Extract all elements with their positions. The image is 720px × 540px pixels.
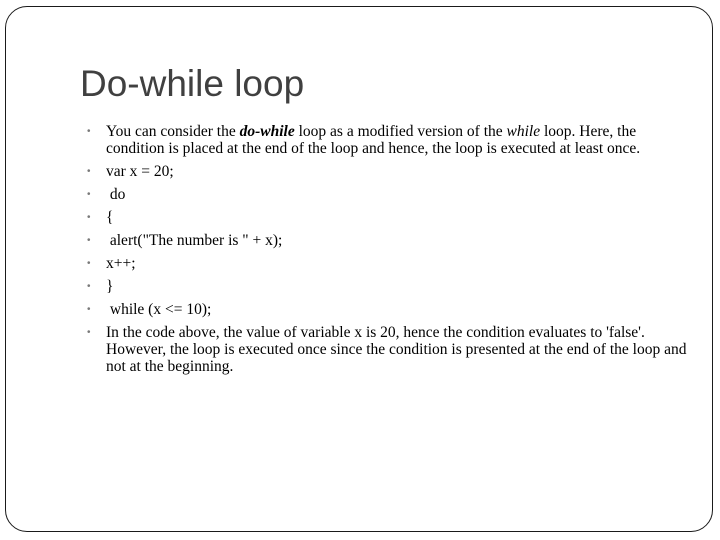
bullet-icon: •: [87, 189, 91, 200]
bullet-text: In the code above, the value of variable x is 20, hence the condition evaluates to 'false'. However, the loop is executed once since the condition is presented at the end of the loop and not at the beginning.: [106, 324, 687, 375]
code-line: x++;: [106, 255, 136, 272]
bullet-item-code-while: [87, 301, 687, 318]
code-line: }: [106, 278, 114, 295]
bullet-item-code-var: [87, 163, 687, 180]
code-line: do: [106, 186, 126, 203]
bullet-icon: •: [87, 258, 91, 269]
bullet-text-after: loop. Here, the condition is placed at the end of the loop and hence, the loop is executed at least once.: [106, 123, 641, 157]
bullet-list: [87, 123, 687, 381]
bullet-icon: •: [87, 166, 91, 177]
bullet-text-middle: loop as a modified version of the: [294, 123, 507, 140]
slide-title: Do-while loop: [80, 63, 305, 104]
code-line: while (x <= 10);: [106, 301, 212, 318]
bullet-item-code-increment: [87, 255, 687, 272]
bullet-item-code-alert: [87, 232, 687, 249]
bullet-icon: •: [87, 126, 91, 137]
code-line: alert("The number is " + x);: [106, 232, 283, 249]
bullet-icon: •: [87, 304, 91, 315]
bullet-item-code-do: [87, 186, 687, 203]
bullet-icon: •: [87, 235, 91, 246]
bullet-icon: •: [87, 327, 91, 338]
keyword-while: while: [506, 123, 541, 140]
bullet-icon: •: [87, 281, 91, 292]
bullet-text-before: You can consider the: [106, 123, 240, 140]
bullet-icon: •: [87, 212, 91, 223]
bullet-item-intro: [87, 123, 687, 157]
code-line: var x = 20;: [106, 163, 174, 180]
keyword-do-while: do-while: [239, 123, 295, 140]
bullet-item-code-close-brace: [87, 278, 687, 295]
code-line: {: [106, 209, 114, 226]
bullet-item-explanation: [87, 324, 687, 375]
bullet-item-code-open-brace: [87, 209, 687, 226]
slide-frame: [5, 6, 713, 532]
